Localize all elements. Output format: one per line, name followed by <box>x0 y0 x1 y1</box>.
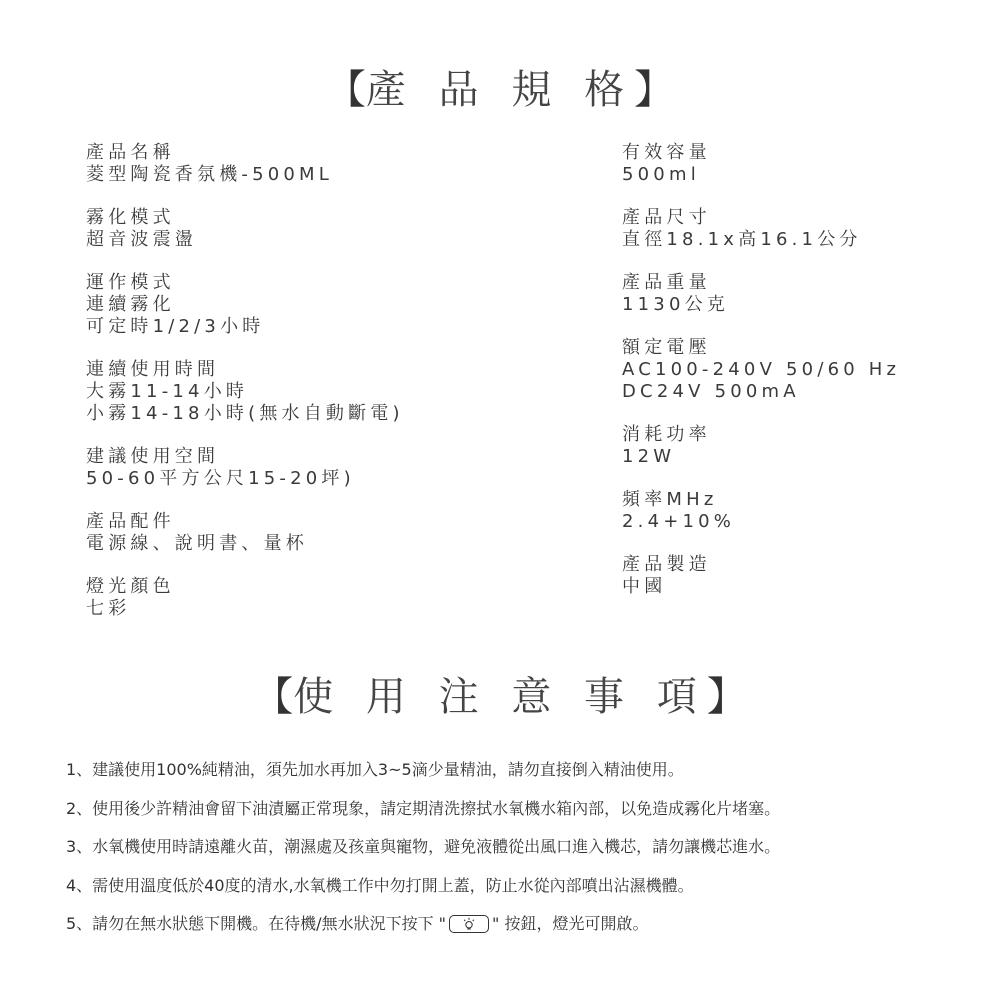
spec-label: 產品名稱 <box>86 142 175 163</box>
title-bracket-close: 】 <box>634 67 675 113</box>
note5-text-after: " 按鈕，燈光可開啟。 <box>492 914 649 933</box>
spec-item <box>86 576 404 620</box>
spec-value: 可定時1/2/3小時 <box>86 316 265 337</box>
spec-label: 連續使用時間 <box>86 359 220 380</box>
spec-value: 大霧11-14小時 <box>86 381 249 402</box>
notes-section-title <box>0 665 1000 722</box>
spec-item <box>86 272 404 338</box>
spec-value: 直徑18.1x高16.1公分 <box>622 229 862 250</box>
spec-title-text: 產 品 規 格 <box>365 67 635 113</box>
spec-section-title <box>0 58 1000 115</box>
spec-label: 頻率MHz <box>622 489 718 510</box>
spec-value: 電源線、說明書、量杯 <box>86 533 308 554</box>
spec-item <box>622 142 900 186</box>
note-item: 2、使用後少許精油會留下油漬屬正常現象，請定期清洗擦拭水氧機水箱內部，以免造成霧化片堵塞。 <box>66 798 781 818</box>
spec-item <box>86 511 404 555</box>
notes-title-text: 使 用 注 意 事 項 <box>293 674 707 720</box>
spec-value: 中國 <box>622 576 667 597</box>
spec-value: 超音波震盪 <box>86 229 197 250</box>
spec-item <box>86 207 404 251</box>
spec-value: 連續霧化 <box>86 294 175 315</box>
spec-item <box>622 207 900 251</box>
spec-item <box>622 337 900 403</box>
usage-notes <box>66 760 780 953</box>
note5-text-before: 5、請勿在無水狀態下開機。在待機/無水狀況下按下 " <box>66 914 447 933</box>
spec-list-left <box>86 142 404 641</box>
spec-label: 建議使用空間 <box>86 446 220 467</box>
light-bulb-icon <box>449 915 489 933</box>
spec-label: 燈光顏色 <box>86 576 175 597</box>
spec-value: DC24V 500mA <box>622 381 800 402</box>
title-bracket-open: 【 <box>325 67 366 113</box>
spec-item <box>86 446 404 490</box>
spec-value: 2.4+10% <box>622 511 736 532</box>
spec-label: 產品製造 <box>622 554 711 575</box>
spec-item <box>622 424 900 468</box>
spec-label: 有效容量 <box>622 142 711 163</box>
spec-item <box>86 142 404 186</box>
spec-value: 七彩 <box>86 598 131 619</box>
spec-label: 產品尺寸 <box>622 207 711 228</box>
note-item: 4、需使用溫度低於40度的清水,水氧機工作中勿打開上蓋，防止水從內部噴出沾濕機體。 <box>66 875 694 895</box>
title-bracket-close: 】 <box>706 674 747 720</box>
spec-list-right <box>622 142 900 619</box>
spec-value: 菱型陶瓷香氛機-500ML <box>86 164 334 185</box>
spec-value: 12W <box>622 446 676 467</box>
spec-value: AC100-240V 50/60 Hz <box>622 359 901 380</box>
spec-value: 50-60平方公尺15-20坪) <box>86 468 355 489</box>
note-item <box>66 914 780 934</box>
spec-label: 消耗功率 <box>622 424 711 445</box>
spec-item <box>622 489 900 533</box>
spec-item <box>622 272 900 316</box>
spec-value: 1130公克 <box>622 294 730 315</box>
spec-item <box>622 554 900 598</box>
spec-value: 500ml <box>622 164 700 185</box>
spec-label: 額定電壓 <box>622 337 711 358</box>
spec-label: 產品配件 <box>86 511 175 532</box>
spec-value: 小霧14-18小時(無水自動斷電) <box>86 403 404 424</box>
note-item: 3、水氧機使用時請遠離火苗，潮濕處及孩童與寵物，避免液體從出風口進入機芯，請勿讓機芯進水。 <box>66 837 781 856</box>
spec-label: 運作模式 <box>86 272 175 293</box>
title-bracket-open: 【 <box>253 674 294 720</box>
spec-item <box>86 359 404 425</box>
note-item: 1、建議使用100%純精油，須先加水再加入3~5滴少量精油，請勿直接倒入精油使用。 <box>66 760 684 779</box>
spec-label: 霧化模式 <box>86 207 175 228</box>
spec-label: 產品重量 <box>622 272 711 293</box>
